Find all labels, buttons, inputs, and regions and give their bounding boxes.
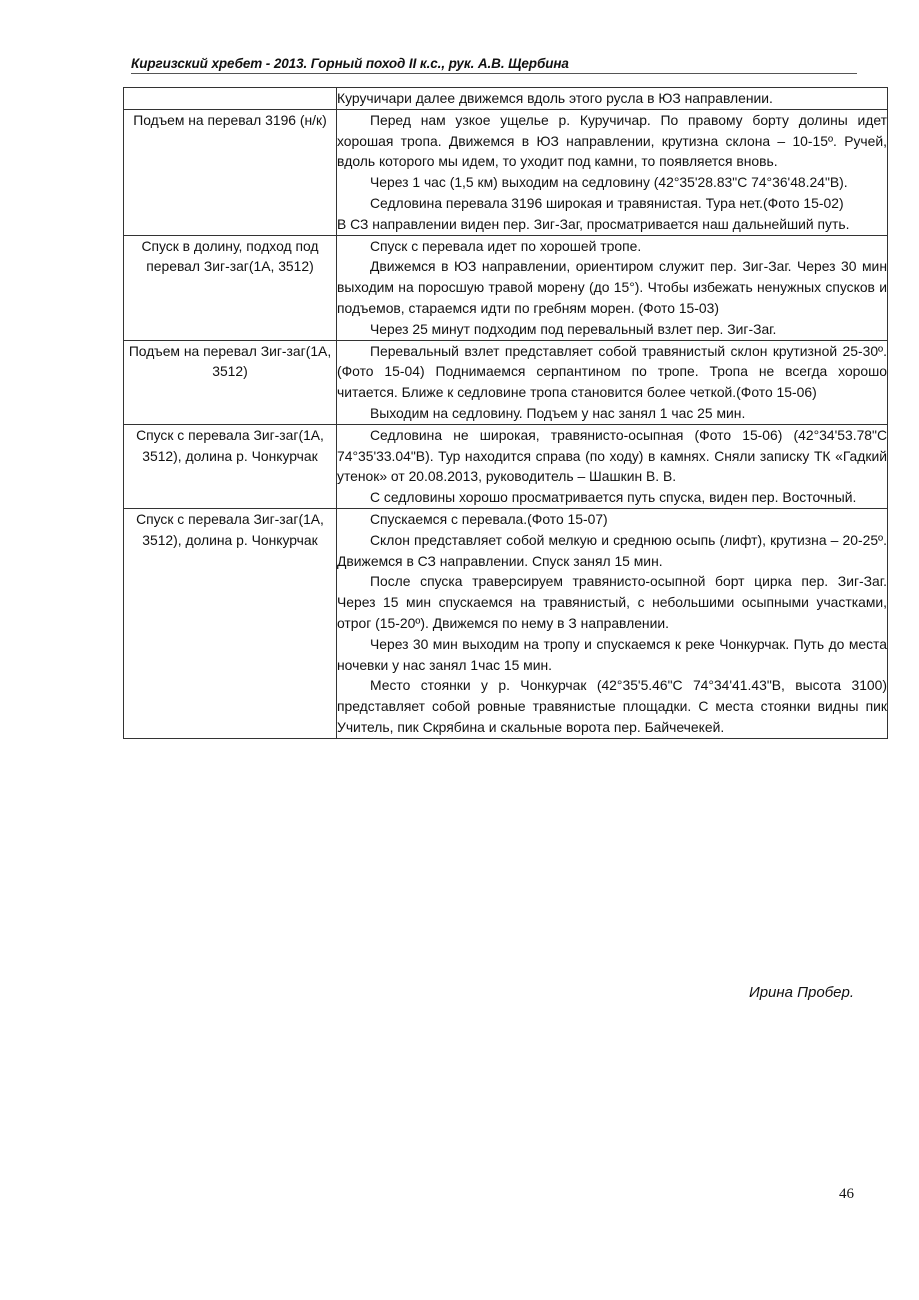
route-row — [124, 88, 888, 110]
stage-cell: Подъем на перевал 3196 (н/к) — [124, 109, 337, 235]
description-paragraph: Куручичари далее движемся вдоль этого русла в ЮЗ направлении. — [337, 90, 773, 106]
description-paragraph: Место стоянки у р. Чонкурчак (42°35'5.46"С 74°34'41.43"В, высота 3100) представляет собой ровные травянистые площадки. С места стоянки видны пик Учитель, пик Скрябина и скальные ворота пер. Байчечекей. — [337, 677, 887, 735]
description-cell — [337, 235, 888, 340]
description-paragraph: Через 1 час (1,5 км) выходим на седловину (42°35'28.83"С 74°36'48.24"В). — [370, 174, 848, 191]
description-paragraph: Через 30 мин выходим на тропу и спускаемся к реке Чонкурчак. Путь до места ночевки у нас занял 1час 15 мин. — [337, 635, 887, 673]
stage-cell: Спуск с перевала Зиг-заг(1А, 3512), долина р. Чонкурчак — [124, 508, 337, 738]
description-paragraph: Выходим на седловину. Подъем у нас занял 1 час 25 мин. — [370, 404, 746, 421]
description-paragraph: Спуск с перевала идет по хорошей тропе. — [370, 237, 642, 254]
route-description-table — [123, 87, 888, 739]
description-paragraph: Спускаемся с перевала.(Фото 15-07) — [370, 510, 608, 527]
stage-cell: Спуск с перевала Зиг-заг(1А, 3512), долина р. Чонкурчак — [124, 424, 337, 508]
route-row — [124, 424, 888, 508]
description-paragraph: Седловина перевала 3196 широкая и травянистая. Тура нет.(Фото 15-02) — [370, 194, 844, 211]
page-number: 46 — [839, 1186, 854, 1202]
description-paragraph: Перед нам узкое ущелье р. Куручичар. По правому борту долины идет хорошая тропа. Движемся в ЮЗ направлении, крутизна склона – 10-15º. Ручей, вдоль которого мы идем, то уходит под камни, то появляется вновь. — [337, 111, 887, 170]
description-paragraph: Через 25 минут подходим под перевальный взлет пер. Зиг-Заг. — [370, 320, 777, 337]
description-paragraph: В СЗ направлении виден пер. Зиг-Заг, просматривается наш дальнейший путь. — [337, 215, 850, 232]
description-paragraph: Перевальный взлет представляет собой травянистый склон крутизной 25-30º. (Фото 15-04) Поднимаемся серпантином по тропе. Тропа не всегда хорошо читается. Ближе к седловине тропа становится более четкой.(Фото 15-06) — [337, 342, 887, 401]
description-cell — [337, 109, 888, 235]
route-row — [124, 109, 888, 235]
description-paragraph: С седловины хорошо просматривается путь спуска, виден пер. Восточный. — [370, 489, 857, 506]
description-paragraph: Седловина не широкая, травянисто-осыпная (Фото 15-06) (42°34'53.78"С 74°35'33.04"В). Тур находится справа (по ходу) в камнях. Сняли записку ТК «Гадкий утенок» от 20.08.2013, руководитель – Шашкин В. В. — [337, 426, 887, 485]
description-paragraph: После спуска траверсируем травянисто-осыпной борт цирка пер. Зиг-Заг. Через 15 мин спускаемся на травянистый, с небольшими осыпными участками, отрог (15-20º). Движемся по нему в З направлении. — [337, 573, 887, 631]
route-row — [124, 340, 888, 424]
stage-cell — [124, 88, 337, 110]
description-paragraph: Движемся в ЮЗ направлении, ориентиром служит пер. Зиг-Заг. Через 30 мин выходим на поросшую травой морену (до 15°). Чтобы избежать ненужных спусков и подъемов, стараемся идти по гребням морен. (Фото 15-03) — [337, 258, 887, 316]
route-table-body — [124, 88, 888, 739]
route-row — [124, 508, 888, 738]
stage-cell: Подъем на перевал Зиг-заг(1А, 3512) — [124, 340, 337, 424]
author-signature: Ирина Пробер. — [748, 984, 854, 1001]
description-cell — [337, 508, 888, 738]
description-cell — [337, 424, 888, 508]
route-row — [124, 235, 888, 340]
stage-cell: Спуск в долину, подход под перевал Зиг-заг(1А, 3512) — [124, 235, 337, 340]
description-cell — [337, 88, 888, 110]
description-cell — [337, 340, 888, 424]
description-paragraph: Склон представляет собой мелкую и среднюю осыпь (лифт), крутизна – 20-25º. Движемся в СЗ направлении. Спуск занял 15 мин. — [337, 531, 887, 569]
running-header: Киргизский хребет - 2013. Горный поход II к.с., рук. А.В. Щербина — [131, 56, 857, 74]
